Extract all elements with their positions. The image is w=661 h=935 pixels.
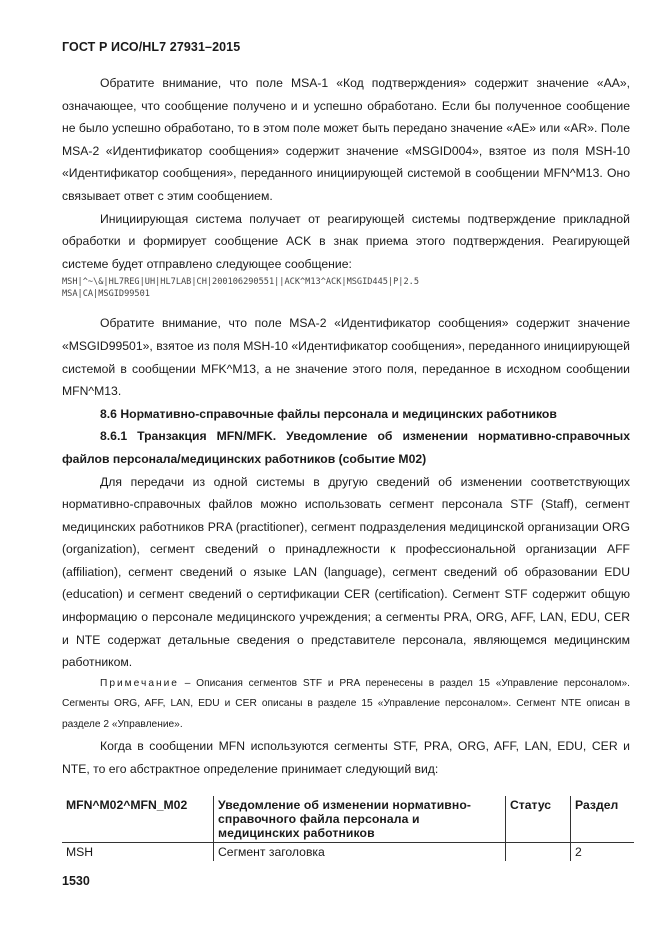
table-header-message: MFN^M02^MFN_M02 [62, 796, 214, 843]
table-row [62, 843, 634, 862]
hl7-message-code [62, 276, 630, 300]
paragraph-segments-description: Для передачи из одной системы в другую сведений об изменении соответствующих нормативно-справочных файлов можно использовать сегмент персонала STF (Staff), сегмент медицинских работников PRA (practitioner), сегмент подразделения медицинской организации ORG (organization), сегмент сведений о принадлежности к профессиональной организации AFF (affiliation), сегмент сведений о языке LAN (language), сегмент сведений об образовании EDU (education) и сегмент сведений о сертификации CER (certification). Сегмент STF содержит общую информацию о персонале медицинского учреждения; а сегменты PRA, ORG, AFF, LAN, EDU, CER и NTE содержат детальные сведения о представителе персонала, являющемся медицинским работником. [62, 474, 630, 670]
paragraph-ack-intro: Инициирующая система получает от реагирующей системы подтверждение прикладной обработки и формирует сообщение ACK в знак приема этого подтверждения. Реагирующей системе будет отправлено следующее сообщение: [62, 211, 630, 271]
table-header-row [62, 796, 634, 843]
note-label: Примечание [100, 677, 179, 689]
code-line-msa: MSA|CA|MSGID99501 [62, 289, 150, 300]
note-paragraph [62, 674, 630, 736]
paragraph-msa2-note: Обратите внимание, что поле MSA-2 «Идентификатор сообщения» содержит значение «MSGID99501», взятое из поля MSH-10 «Идентификатор сообщения», переданного инициирующей системой в сообщении MFK^M13, а не значение этого поля, переданное в исходном сообщении MFN^M13. [62, 316, 630, 399]
table-header-section: Раздел [571, 796, 635, 843]
table-cell-description: Сегмент заголовка [214, 843, 506, 862]
table-header-status: Статус [506, 796, 571, 843]
page-number: 1530 [62, 874, 90, 888]
table-cell-section: 2 [575, 845, 582, 859]
section-heading-8-6: 8.6 Нормативно-справочные файлы персонала и медицинских работников [100, 406, 557, 421]
code-line-msh: MSH|^~\&|HL7REG|UH|HL7LAB|CH|200106290551||ACK^M13^ACK|MSGID445|P|2.5 [62, 277, 419, 288]
paragraph-abstract-definition: Когда в сообщении MFN используются сегменты STF, PRA, ORG, AFF, LAN, EDU, CER и NTE, то его абстрактное определение принимает следующий вид: [62, 739, 630, 776]
document-header: ГОСТ Р ИСО/HL7 27931–2015 [62, 40, 241, 54]
note-text: – Описания сегментов STF и PRA перенесены в раздел 15 «Управление персоналом». Сегменты ORG, AFF, LAN, EDU и CER описаны в разделе 15 «Управление персоналом». Сегмент NTE описан в разделе 2 «Управление». [62, 677, 630, 730]
message-structure-table [62, 796, 634, 861]
document-body [62, 72, 630, 781]
table-header-description: Уведомление об изменении нормативно-справочного файла персонала и медицинских работников [214, 796, 506, 843]
table-cell-segment: MSH [62, 843, 214, 862]
paragraph-msa1-note: Обратите внимание, что поле MSA-1 «Код подтверждения» содержит значение «AA», означающее, что сообщение получено и и успешно обработано. Если бы полученное сообщение не было успешно обработано, то в этом поле может быть передано значение «AE» или «AR». Поле MSA-2 «Идентификатор сообщения» содержит значение «MSGID004», взятое из поля MSH-10 «Идентификатор сообщения», переданного инициирующей системой в сообщении MFN^M13. Оно связывает ответ с этим сообщением. [62, 76, 630, 203]
table-cell-status [506, 843, 571, 862]
section-heading-8-6-1: 8.6.1 Транзакция MFN/MFK. Уведомление об изменении нормативно-справочных файлов персонала/медицинских работников (событие M02) [62, 429, 630, 466]
